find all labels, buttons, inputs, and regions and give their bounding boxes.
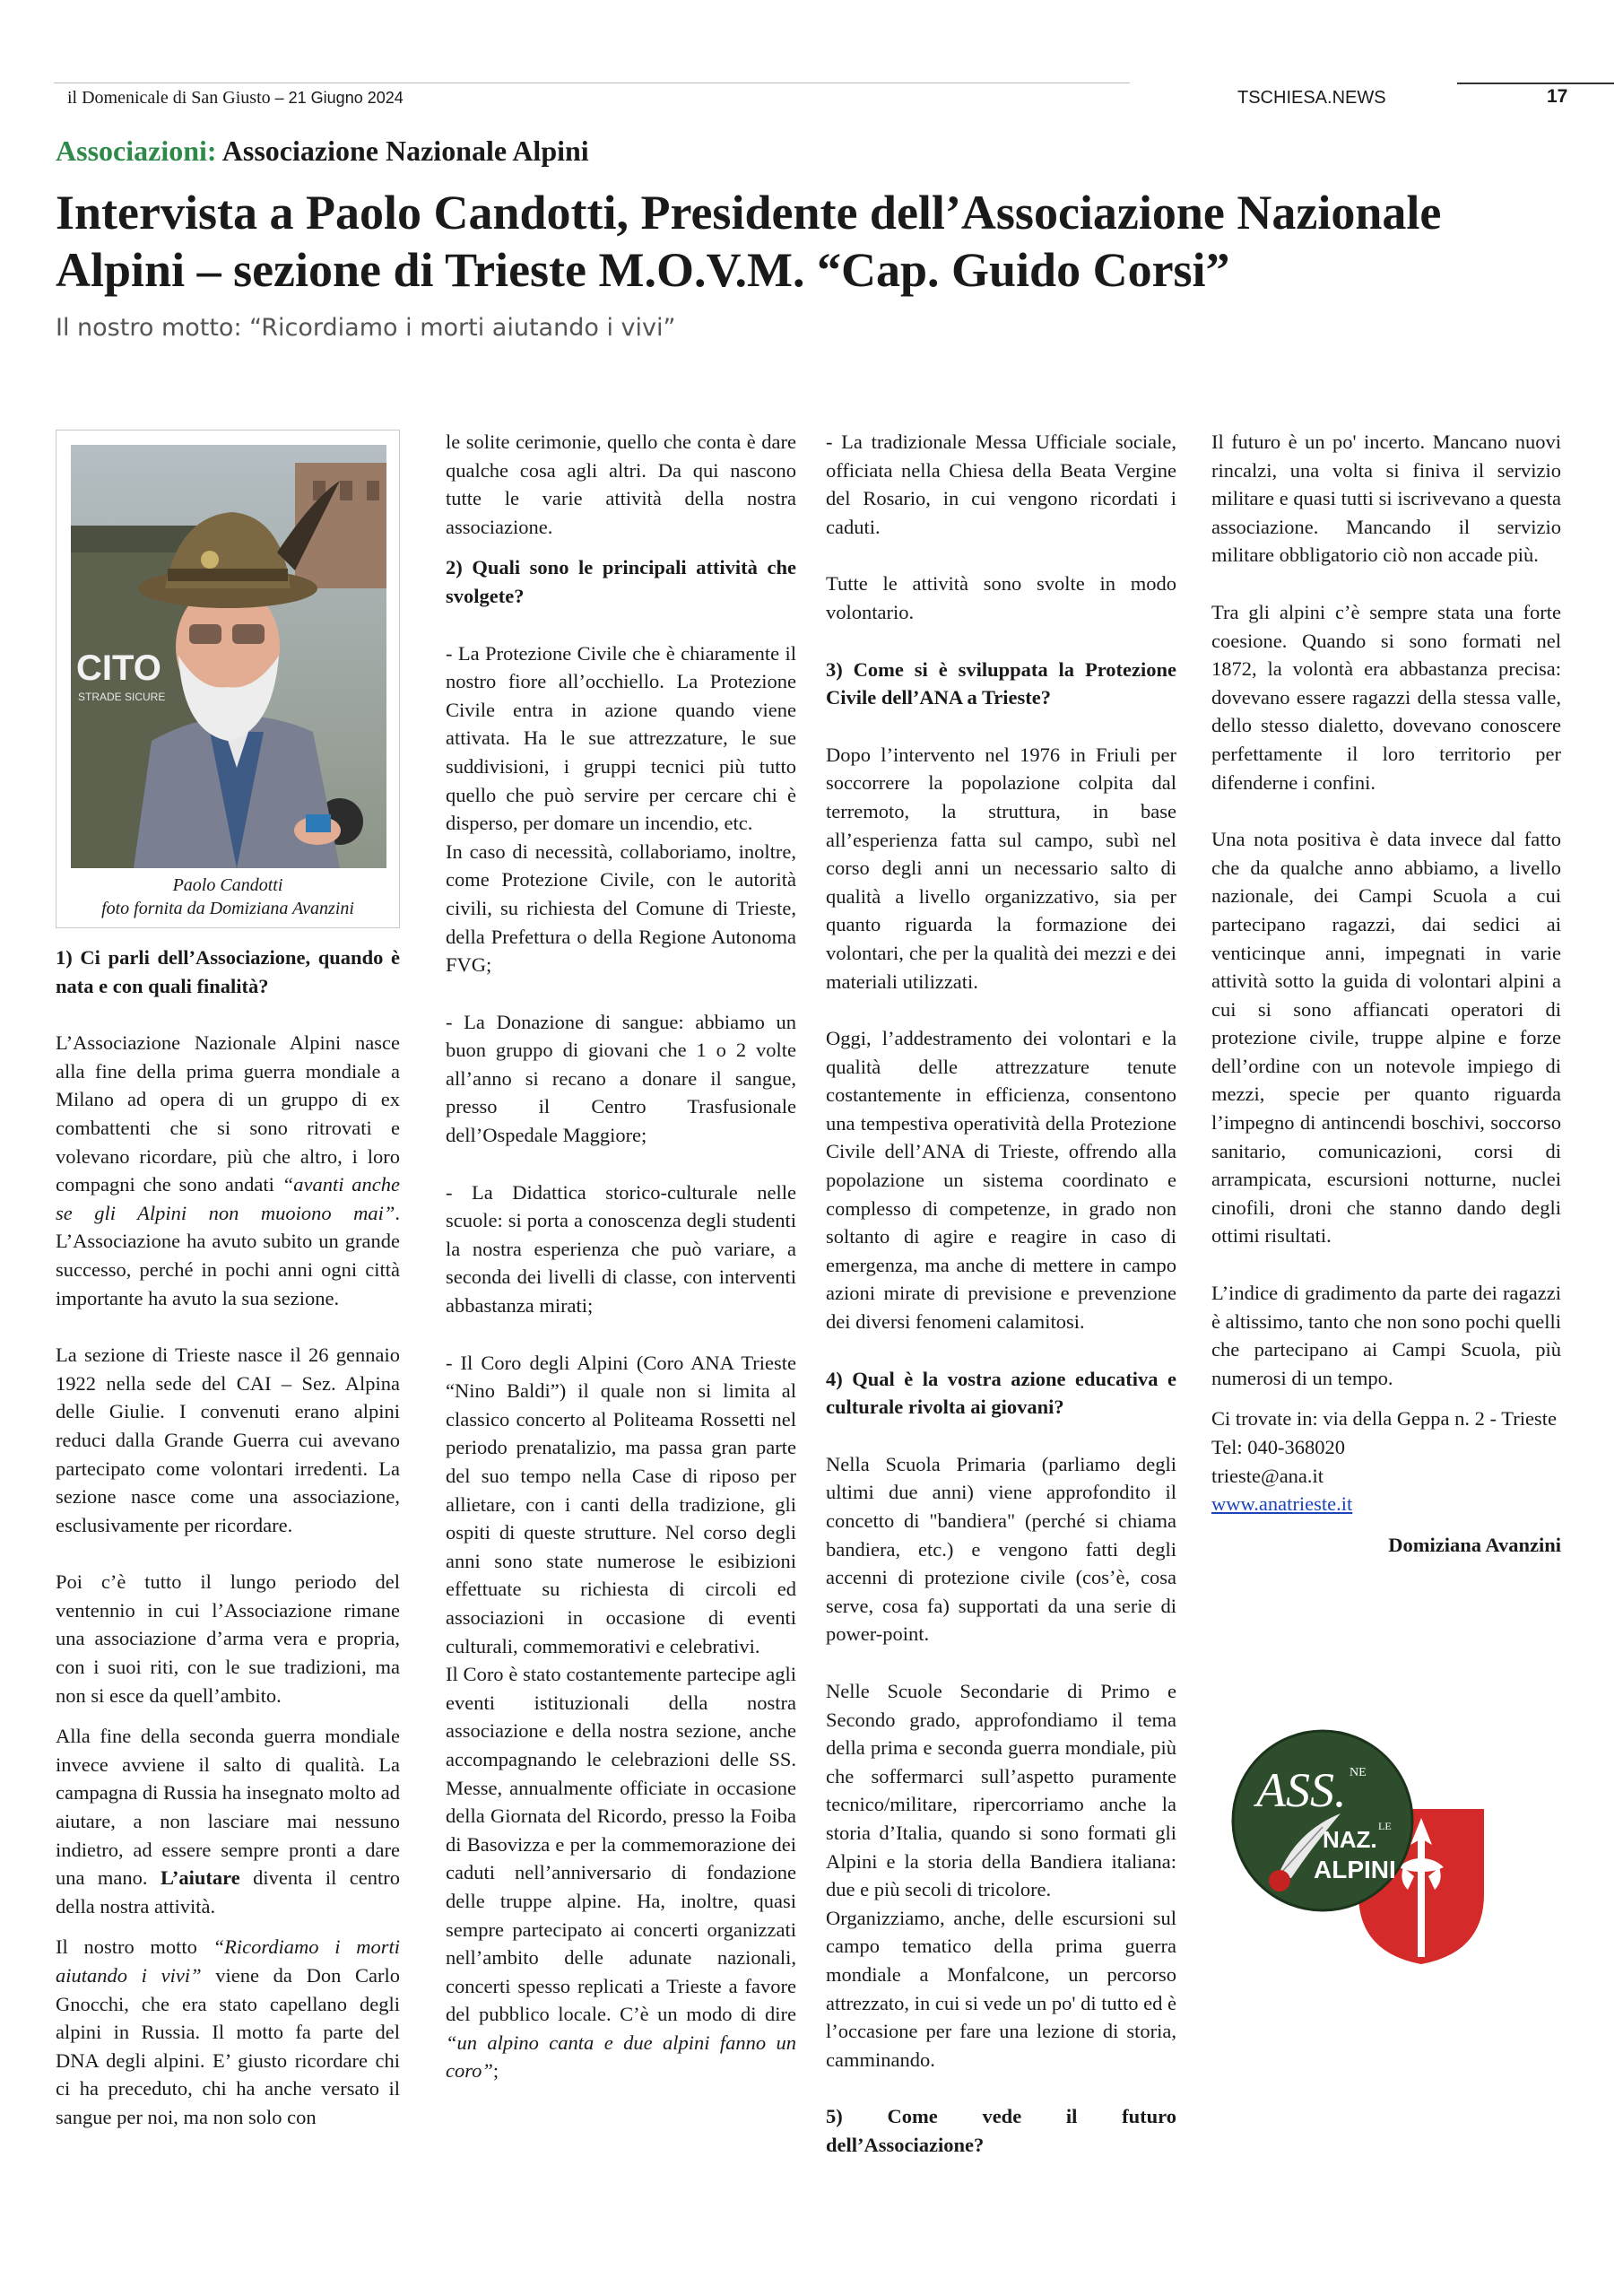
author-signature: Domiziana Avanzini bbox=[1388, 1533, 1561, 1556]
address: Ci trovate in: via della Geppa n. 2 - Trieste bbox=[1211, 1407, 1557, 1431]
truck-text: CITO bbox=[76, 648, 161, 688]
paragraph: In caso di necessità, collaboriamo, inoltre, come Protezione Civile, con le autorità civili, su richiesta del Comune di Trieste, della Prefettura o della Regione Autonoma FVG; bbox=[446, 839, 796, 977]
logo-alpini: ALPINI bbox=[1314, 1856, 1396, 1883]
column-3 bbox=[826, 428, 1176, 2159]
publication-name: il Domenicale di San Giusto bbox=[67, 88, 271, 108]
paragraph: - Il Coro degli Alpini (Coro ANA Trieste “Nino Baldi”) il quale non si limita al classico concerto al Politeama Rossetti nel periodo prenatalizio, ma passa gran parte del suo tempo nella Case di riposo per allietare, con i canti della tradizione, gli ospiti di queste strutture. Nel corso degli anni sono state numerose le esibizioni effettuate su richiesta di circoli ed associazioni in occasione di eventi culturali, commemorativi e celebrativi. bbox=[446, 1351, 796, 1657]
caption-name: Paolo Candotti bbox=[172, 875, 283, 895]
paragraph: Organizziamo, anche, delle escursioni sul campo tematico della prima guerra mondiale a Monfalcone, un percorso attrezzato, in cui si vede un po' di tutto ed è l’occasione per fare una lezione di storia, camminando. bbox=[826, 1906, 1176, 2071]
section-kicker bbox=[56, 135, 589, 168]
paragraph: La sezione di Trieste nasce il 26 gennaio 1922 nella sede del CAI – Sez. Alpina delle Giulie. I convenuti erano alpini reduci dalla Grande Guerra cui avevano partecipato come volontari irredenti. La sezione nasce come una associazione, esclusivamente per ricordare. bbox=[56, 1344, 400, 1536]
ana-logo-graphic bbox=[1224, 1724, 1493, 1966]
portrait-photo bbox=[71, 445, 386, 868]
ana-logo bbox=[1224, 1724, 1493, 1966]
paragraph: Nelle Scuole Secondarie di Primo e Secondo grado, approfondiamo il tema della prima e seconda guerra mondiale, più che soffermarci sull’aspetto puramente tecnico/militare, ripercorriamo anche la storia d’Italia, quando si sono formati gli Alpini e la storia della Bandiera italiana: due e più secoli di tricolore. bbox=[826, 1679, 1176, 1901]
title-line-2: Alpini – sezione di Trieste M.O.V.M. “Cap. Guido Corsi” bbox=[56, 243, 1230, 297]
paragraph: Tra gli alpini c’è sempre stata una forte coesione. Quando si sono formati nel 1872, la volontà era abbastanza precisa: dovevano essere ragazzi della stessa valle, dello stesso dialetto, dovevano conoscere perfettamente il loro territorio per difenderne i confini. bbox=[1211, 600, 1561, 794]
page-header bbox=[54, 83, 1569, 115]
paragraph: Alla fine della seconda guerra mondiale invece avviene il salto di qualità. La campagna di Russia ha insegnato molto ad aiutare, a non lasciare mai nessuno indietro, ad essere sempre pronti a dare una mano. L’aiutare diventa il centro della nostra attività. bbox=[56, 1725, 400, 1918]
header-site: TSCHIESA.NEWS bbox=[1237, 88, 1386, 108]
paragraph: Dopo l’intervento nel 1976 in Friuli per soccorrere la popolazione colpita dal terremoto, la struttura, in base all’esperienza fatta sul campo, subì nel corso degli anni un necessario salto di qualità a livello organizzativo, sia per quanto riguarda la formazione dei volontari, che per la qualità dei mezzi e dei materiali utilizzati. bbox=[826, 743, 1176, 993]
paragraph: le solite cerimonie, quello che conta è dare qualche cosa agli altri. Da qui nascono tutte le varie attività della nostra associazione. bbox=[446, 430, 796, 538]
header-rule-right bbox=[1457, 83, 1614, 84]
email-link[interactable]: trieste@ana.it bbox=[1211, 1464, 1324, 1487]
portrait-illustration bbox=[71, 445, 386, 868]
paragraph: - La Protezione Civile che è chiaramente il nostro fiore all’occhiello. La Protezione Civile entra in azione quando viene attivata. Ha le sue attrezzature, le sue suddivisioni, i gruppi tecnici più tutto quello che può servire per cercare chi è disperso, per domare un incendio, etc. bbox=[446, 641, 796, 835]
question-5: 5) Come vede il futuro dell’Associazione? bbox=[826, 2105, 1176, 2156]
paragraph: - La Didattica storico-culturale nelle scuole: si porta a conoscenza degli studenti la nostra esperienza che può variare, a seconda dei livelli di classe, con interventi abbastanza mirati; bbox=[446, 1180, 796, 1318]
question-4: 4) Qual è la vostra azione educativa e culturale rivolta ai giovani? bbox=[826, 1367, 1176, 1419]
paragraph: L’indice di gradimento da parte dei ragazzi è altissimo, tanto che non sono pochi quelli che partecipano ai Campi Scuola, più numerosi di un tempo. bbox=[1211, 1282, 1561, 1389]
logo-le: LE bbox=[1378, 1820, 1392, 1832]
paragraph: Oggi, l’addestramento dei volontari e la qualità delle attrezzature tenute costantemente in efficienza, consentono una tempestiva operatività della Protezione Civile dell’ANA di Trieste, offrendo alla popolazione un sistema coordinato e complesso di competenze, in grado non soltanto di agire e reagire in caso di emergenza, ma anche di mettere in campo azioni mirate di previsione e prevenzione dei diversi fenomeni calamitosi. bbox=[826, 1027, 1176, 1334]
paragraph: Il Coro è stato costantemente partecipe agli eventi istituzionali della nostra associazione e della nostra sezione, anche accompagnando le celebrazioni delle SS. Messe, annualmente officiate in occasione della Giornata del Ricordo, presso la Foiba di Basovizza e per la commemorazione dei caduti nell’anniversario di fondazione delle truppe alpine. Ha, inoltre, quasi sempre partecipato ai concerti organizzati nell’ambito delle adunate nazionali, concerti spesso replicati a Trieste a favore del pubblico locale. C’è un modo di dire “un alpino canta e due alpini fanno un coro”; bbox=[446, 1663, 796, 2083]
article-subtitle: Il nostro motto: “Ricordiamo i morti aiutando i vivi” bbox=[56, 314, 676, 342]
caption-credit: foto fornita da Domiziana Avanzini bbox=[101, 899, 354, 918]
page-number: 17 bbox=[1547, 86, 1568, 107]
publication-date: – 21 Giugno 2024 bbox=[274, 89, 404, 107]
logo-ne: NE bbox=[1350, 1766, 1367, 1779]
logo-ass: ASS. bbox=[1256, 1763, 1347, 1817]
kicker-category: Associazioni: bbox=[56, 135, 217, 167]
photo-figure bbox=[56, 430, 400, 928]
column-1 bbox=[56, 944, 400, 2132]
paragraph: Il nostro motto “Ricordiamo i morti aiutando i vivi” viene da Don Carlo Gnocchi, che era stato capellano degli alpini in Russia. Il motto fa parte del DNA degli alpini. E’ giusto ricordare chi ci ha preceduto, chi ha anche versato il sangue per noi, ma non solo con bbox=[56, 1935, 400, 2128]
paragraph: Nella Scuola Primaria (parliamo degli ultimi due anni) viene approfondito il concetto di "bandiera" (perché si chiama bandiera, etc.) e vengono fatti degli accenni di protezione civile (cos’è, cosa serve, cosa fa) supportati da una serie di power-point. bbox=[826, 1452, 1176, 1646]
paragraph: - La Donazione di sangue: abbiamo un buon gruppo di giovani che 1 o 2 volte all’anno si recano a donare il sangue, presso il Centro Trasfusionale dell’Ospedale Maggiore; bbox=[446, 1010, 796, 1147]
kicker-topic: Associazione Nazionale Alpini bbox=[221, 135, 589, 167]
column-2 bbox=[446, 428, 796, 2085]
logo-naz: NAZ. bbox=[1323, 1826, 1377, 1853]
question-1: 1) Ci parli dell’Associazione, quando è nata e con quali finalità? bbox=[56, 946, 400, 997]
paragraph: Poi c’è tutto il lungo periodo del ventennio in cui l’Associazione rimane una associazione d’arma vera e propria, con i suoi riti, con le sue tradizioni, ma non si esce da quell’ambito. bbox=[56, 1570, 400, 1707]
column-4 bbox=[1211, 428, 1561, 1559]
title-line-1: Intervista a Paolo Candotti, Presidente dell’Associazione Nazionale bbox=[56, 186, 1442, 239]
photo-caption bbox=[56, 874, 399, 920]
article-title bbox=[56, 184, 1571, 299]
paragraph: Il futuro è un po' incerto. Mancano nuovi rincalzi, una volta si finiva il servizio militare e quasi tutti si iscrivevano a questa associazione. Mancando il servizio militare obbligatorio ciò non accade più. bbox=[1211, 430, 1561, 567]
paragraph: Una nota positiva è data invece dal fatto che da qualche anno abbiamo, a livello nazionale, dei Campi Scuola a cui partecipano ragazzi, dai sedici ai venticinque anni, impegnati in varie attività sotto la guida di volontari alpini a cui si sono affiancati operatori di protezione civile, truppe alpine e forze dell’ordine con un notevole impiego di mezzi, specie per quanto riguarda l’impegno di antincendi boschivi, soccorso sanitario, comunicazioni, corsi di arrampicata, escursioni notturne, nuclei cinofili, droni che stanno dando degli ottimi risultati. bbox=[1211, 828, 1561, 1248]
paragraph: - La tradizionale Messa Ufficiale sociale, officiata nella Chiesa della Beata Vergine del Rosario, in cui vengono ricordati i caduti. bbox=[826, 430, 1176, 538]
paragraph: L’Associazione Nazionale Alpini nasce alla fine della prima guerra mondiale a Milano ad opera di un gruppo di ex combattenti che si sono ritrovati e volevano ricordare, più che altro, i loro compagni che sono andati “avanti anche se gli Alpini non muoiono mai”. L’Associazione ha avuto subito un grande successo, perché in pochi anni ogni città importante ha avuto la sua sezione. bbox=[56, 1031, 400, 1309]
question-3: 3) Come si è sviluppata la Protezione Civile dell’ANA a Trieste? bbox=[826, 657, 1176, 709]
question-2: 2) Quali sono le principali attività che svolgete? bbox=[446, 556, 796, 607]
paragraph: Tutte le attività sono svolte in modo volontario. bbox=[826, 572, 1176, 623]
website-link[interactable]: www.anatrieste.it bbox=[1211, 1492, 1353, 1516]
header-publication bbox=[67, 88, 404, 109]
phone: Tel: 040-368020 bbox=[1211, 1436, 1346, 1458]
truck-subtext: STRADE SICURE bbox=[78, 691, 166, 703]
